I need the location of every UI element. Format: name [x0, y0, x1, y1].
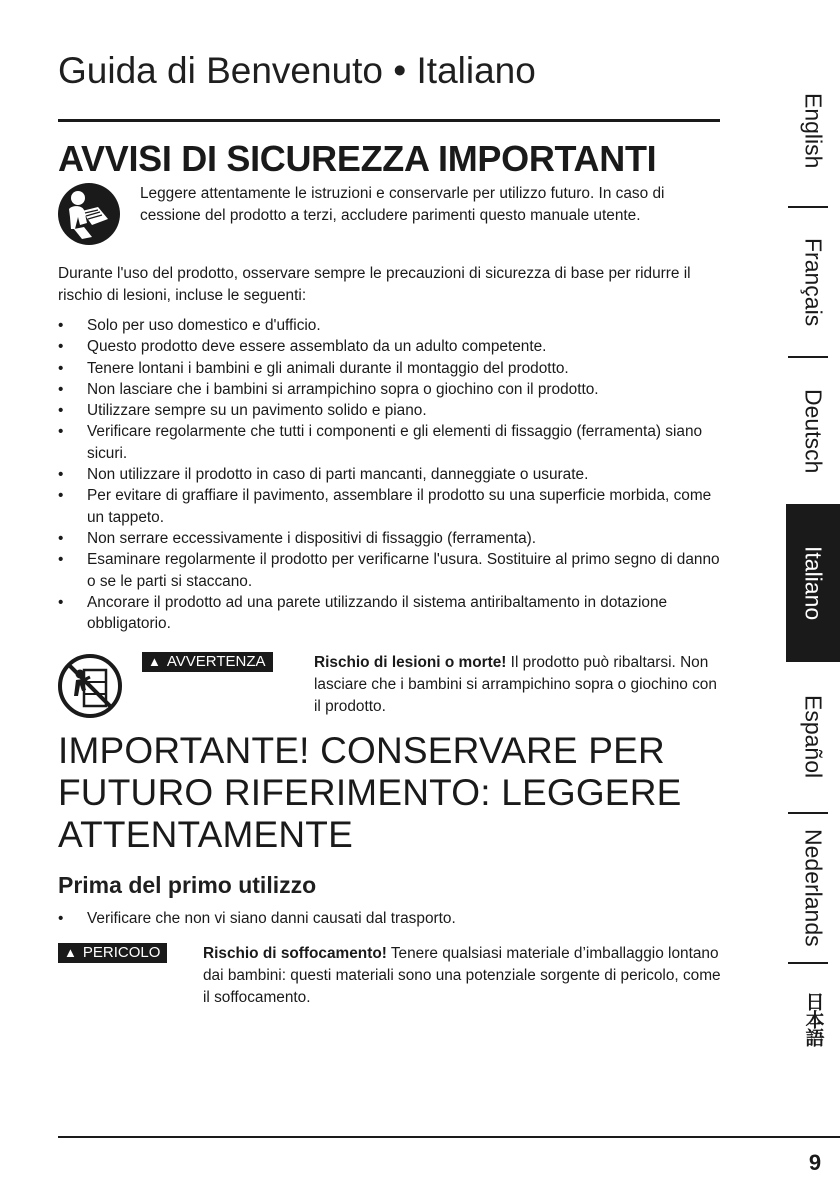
- important-heading: IMPORTANTE! CONSERVARE PER FUTURO RIFERIMENTO: LEGGERE ATTENTAMENTE: [58, 730, 682, 855]
- list-item: • Non serrare eccessivamente i dispositivi di fissaggio (ferramenta).: [58, 528, 728, 549]
- warning-body: Il prodotto può ribaltarsi. Non lasciare che i bambini si arrampichino sopra o giochino con il prodotto.: [314, 654, 717, 715]
- safety-heading: AVVISI DI SICUREZZA IMPORTANTI: [58, 138, 657, 179]
- danger-body: Tenere qualsiasi materiale d’imballaggio lontano dai bambini: questi materiali sono una potenziale sorgente di pericolo, come il soffocamento.: [203, 945, 721, 1006]
- list-item: • Utilizzare sempre su un pavimento solido e piano.: [58, 400, 728, 421]
- list-item: • Questo prodotto deve essere assemblato da un adulto competente.: [58, 336, 728, 357]
- tab-nederlands[interactable]: [786, 814, 840, 962]
- list-item: • Non utilizzare il prodotto in caso di parti mancanti, danneggiate o usurate.: [58, 464, 728, 485]
- tab-label: English: [800, 93, 827, 169]
- tab-label: Nederlands: [800, 829, 827, 947]
- warning-strong: Rischio di lesioni o morte!: [314, 654, 507, 671]
- footer-rule: [58, 1136, 840, 1138]
- warning-badge-label: AVVERTENZA: [166, 653, 266, 670]
- list-item: • Non lasciare che i bambini si arrampichino sopra o giochino con il prodotto.: [58, 379, 728, 400]
- page-number: 9: [808, 1150, 822, 1175]
- title-rule: [58, 119, 720, 122]
- warning-triangle-icon: ▲: [148, 654, 161, 669]
- language-tabs: [786, 56, 840, 1074]
- no-climbing-icon: [56, 652, 124, 720]
- tab-label: 日本語: [802, 992, 824, 1046]
- first-use-list: [58, 908, 728, 929]
- list-item: • Verificare regolarmente che tutti i componenti e gli elementi di fissaggio (ferramenta) siano sicuri.: [58, 421, 728, 464]
- tab-label: Italiano: [800, 545, 827, 621]
- tab-label: Español: [800, 695, 827, 779]
- safety-list: [58, 315, 728, 634]
- safety-intro: Durante l'uso del prodotto, osservare sempre le precauzioni di sicurezza di base per ridurre il rischio di lesioni, incluse le seguenti:: [58, 265, 691, 304]
- read-manual-text: Leggere attentamente le istruzioni e conservarle per utilizzo futuro. In caso di cessione del prodotto a terzi, accludere parimenti questo manuale utente.: [140, 185, 665, 224]
- tab-japanese[interactable]: [786, 964, 840, 1074]
- tab-espanol[interactable]: [786, 662, 840, 812]
- tab-label: Deutsch: [800, 388, 827, 474]
- list-item: • Tenere lontani i bambini e gli animali durante il montaggio del prodotto.: [58, 358, 728, 379]
- danger-text: [203, 943, 728, 1009]
- list-item: • Solo per uso domestico e d'ufficio.: [58, 315, 728, 336]
- read-manual-icon: [58, 183, 120, 245]
- danger-badge-label: PERICOLO: [82, 944, 161, 961]
- tab-label: Français: [800, 237, 827, 327]
- danger-strong: Rischio di soffocamento!: [203, 945, 387, 962]
- warning-triangle-icon: ▲: [64, 945, 77, 960]
- list-item: • Esaminare regolarmente il prodotto per verificarne l'usura. Sostituire al primo segno di danno o se le parti si staccano.: [58, 549, 728, 592]
- danger-badge: [58, 943, 167, 963]
- first-use-heading: Prima del primo utilizzo: [58, 872, 317, 898]
- page-title: Guida di Benvenuto • Italiano: [58, 50, 536, 91]
- tab-francais[interactable]: [786, 208, 840, 356]
- warning-badge: [142, 652, 273, 672]
- tab-english[interactable]: [786, 56, 840, 206]
- list-item: • Ancorare il prodotto ad una parete utilizzando il sistema antiribaltamento in dotazione obbligatorio.: [58, 592, 728, 635]
- list-item: • Verificare che non vi siano danni causati dal trasporto.: [58, 908, 728, 929]
- warning-text: [314, 652, 719, 718]
- tab-italiano[interactable]: [786, 504, 840, 662]
- tab-deutsch[interactable]: [786, 358, 840, 504]
- list-item: • Per evitare di graffiare il pavimento, assemblare il prodotto su una superficie morbida, come un tappeto.: [58, 485, 728, 528]
